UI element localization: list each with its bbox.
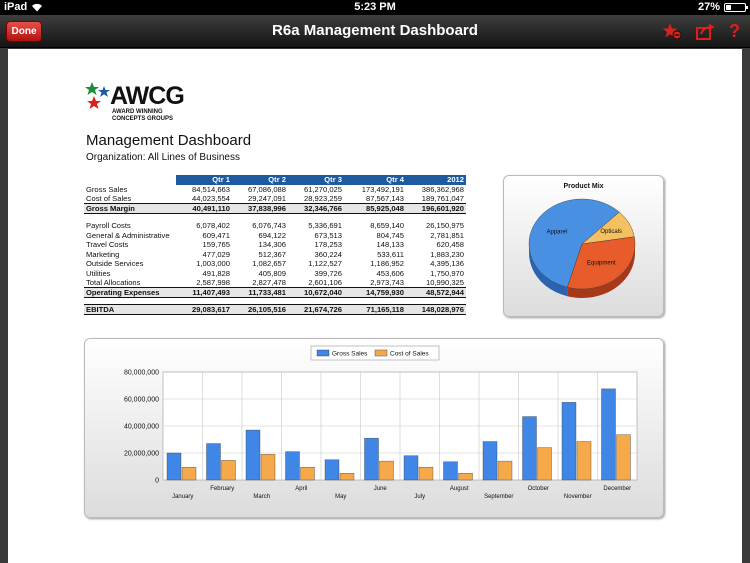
cell-value: 37,838,996	[232, 204, 288, 214]
bar	[380, 461, 394, 480]
cell-value: 178,253	[314, 240, 342, 250]
row-label: Travel Costs	[86, 240, 129, 250]
x-tick-label: February	[210, 486, 235, 492]
cell-value: 8,659,140	[370, 221, 404, 231]
pie-label: Opticals	[600, 229, 623, 236]
total-row	[84, 204, 466, 214]
report-page	[8, 49, 742, 563]
spacer-row	[84, 298, 466, 305]
cell-value: 405,809	[258, 269, 286, 279]
help-icon[interactable]: ?	[729, 21, 740, 41]
bar	[483, 442, 497, 480]
ebitda-row	[84, 305, 466, 315]
y-tick-label: 0	[155, 477, 159, 485]
cell-value: 2,781,851	[430, 230, 464, 240]
cell-value: 4,395,136	[430, 259, 464, 269]
column-header: 2012	[406, 175, 466, 185]
row-label: Marketing	[86, 249, 120, 259]
cell-value: 67,086,088	[247, 184, 286, 194]
cell-value: 533,611	[377, 249, 404, 259]
cell-value: 6,076,743	[252, 221, 286, 231]
battery-percent: 27%	[697, 1, 720, 13]
product-mix-chart	[503, 175, 664, 317]
x-tick-label: December	[603, 486, 632, 492]
battery-icon	[724, 3, 746, 12]
table-row	[84, 269, 466, 279]
cell-value: 2,601,106	[308, 278, 342, 288]
cell-value: 29,083,617	[176, 305, 232, 315]
column-header: Qtr 1	[176, 175, 232, 185]
y-tick-label: 20,000,000	[123, 450, 159, 458]
cell-value: 48,572,944	[406, 288, 466, 298]
cell-value: 61,270,025	[303, 184, 342, 194]
x-tick-label: April	[295, 486, 308, 492]
table-header-row	[84, 175, 466, 185]
cell-value: 2,973,743	[370, 278, 404, 288]
cell-value: 1,883,230	[430, 249, 464, 259]
cell-value: 40,491,110	[176, 204, 232, 214]
table-row	[84, 230, 466, 240]
cell-value: 512,367	[258, 249, 286, 259]
cell-value: 2,587,998	[196, 278, 230, 288]
cell-value: 1,122,527	[308, 259, 342, 269]
x-tick-label: May	[335, 494, 347, 500]
legend-swatch	[375, 350, 387, 356]
cell-value: 11,733,481	[232, 288, 288, 298]
row-label: EBITDA	[84, 305, 176, 315]
cell-value: 148,028,976	[406, 305, 466, 315]
cell-value: 29,247,091	[247, 194, 286, 204]
table-row	[84, 240, 466, 250]
row-label: Utilities	[86, 269, 111, 279]
row-label: Cost of Sales	[86, 194, 132, 204]
organization-label: Organization: All Lines of Business	[86, 152, 240, 163]
row-label: Total Allocations	[86, 278, 141, 288]
table-row	[84, 194, 466, 204]
cell-value: 5,336,691	[308, 221, 342, 231]
cell-value: 44,023,554	[191, 194, 230, 204]
table-row	[84, 250, 466, 260]
x-tick-label: June	[373, 486, 387, 492]
row-label: Payroll Costs	[86, 221, 131, 231]
cell-value: 173,492,191	[361, 184, 404, 194]
x-tick-label: July	[414, 494, 426, 500]
cell-value: 6,078,402	[196, 221, 230, 231]
column-header: Qtr 2	[232, 175, 288, 185]
bar	[617, 435, 631, 480]
cell-value: 694,122	[258, 230, 286, 240]
bar	[365, 438, 379, 480]
bar	[286, 452, 300, 480]
cell-value: 673,513	[314, 230, 342, 240]
logo-wordmark: AWCG	[110, 82, 184, 110]
cell-value: 159,765	[202, 240, 230, 250]
bar	[340, 473, 354, 480]
cell-value: 2,827,478	[252, 278, 286, 288]
bar	[207, 444, 221, 480]
financial-table	[84, 175, 466, 315]
nav-bar	[0, 15, 750, 48]
bar	[459, 473, 473, 480]
sales-bar-chart	[84, 338, 664, 518]
pie-label: Apparel	[546, 229, 568, 236]
table-row	[84, 259, 466, 269]
row-label: Gross Sales	[86, 184, 128, 194]
cell-value: 14,759,930	[344, 288, 406, 298]
legend-label: Cost of Sales	[390, 350, 429, 358]
bar	[222, 460, 236, 480]
total-row	[84, 288, 466, 298]
cell-value: 21,674,726	[288, 305, 344, 315]
cell-value: 26,105,516	[232, 305, 288, 315]
cell-value: 620,458	[436, 240, 464, 250]
bar	[419, 467, 433, 480]
cell-value: 477,029	[202, 249, 230, 259]
done-button[interactable]: Done	[6, 21, 42, 42]
cell-value: 1,186,952	[370, 259, 404, 269]
bar	[523, 417, 537, 480]
cell-value: 1,750,970	[430, 269, 464, 279]
cell-value: 26,150,975	[425, 221, 464, 231]
cell-value: 71,165,118	[344, 305, 406, 315]
bar	[404, 456, 418, 480]
bar	[325, 460, 339, 480]
report-title: Management Dashboard	[86, 132, 252, 149]
cell-value: 804,745	[376, 230, 404, 240]
row-label: Operating Expenses	[84, 288, 176, 298]
logo-subtitle: AWARD WINNING CONCEPTS GROUPS	[112, 109, 174, 122]
row-label: General & Administrative	[86, 230, 170, 240]
x-tick-label: August	[449, 486, 469, 492]
share-icon[interactable]	[696, 23, 715, 40]
device-label: iPad	[4, 1, 28, 13]
bar	[301, 467, 315, 480]
y-tick-label: 60,000,000	[123, 396, 159, 404]
pie-label: Equipment	[587, 260, 616, 267]
cell-value: 28,923,259	[303, 194, 342, 204]
company-logo	[84, 82, 214, 126]
y-tick-label: 80,000,000	[123, 369, 159, 377]
cell-value: 453,606	[376, 269, 404, 279]
bar	[498, 461, 512, 480]
column-header: Qtr 4	[344, 175, 406, 185]
bar	[602, 389, 616, 480]
cell-value: 609,471	[202, 230, 230, 240]
x-tick-label: January	[172, 494, 194, 500]
bar	[562, 402, 576, 480]
bar	[261, 454, 275, 480]
cell-value: 386,362,968	[421, 184, 464, 194]
legend-swatch	[317, 350, 329, 356]
cell-value: 11,407,493	[176, 288, 232, 298]
cell-value: 360,224	[314, 249, 342, 259]
table-row	[84, 185, 466, 195]
chart-title: Product Mix	[563, 183, 604, 190]
cell-value: 10,990,325	[425, 278, 464, 288]
cell-value: 134,306	[258, 240, 286, 250]
cell-value: 148,133	[376, 240, 404, 250]
chart-legend	[311, 346, 439, 360]
cell-value: 87,567,143	[365, 194, 404, 204]
column-header: Qtr 3	[288, 175, 344, 185]
x-tick-label: September	[484, 494, 514, 500]
cell-value: 85,925,048	[344, 204, 406, 214]
cell-value: 189,761,047	[421, 194, 464, 204]
cell-value: 1,082,657	[252, 259, 286, 269]
x-tick-label: March	[253, 494, 271, 500]
cell-value: 196,601,920	[406, 204, 466, 214]
bar	[246, 430, 260, 480]
pie-chart	[504, 176, 665, 318]
legend-label: Gross Sales	[332, 350, 368, 358]
x-tick-label: November	[563, 494, 592, 500]
y-tick-label: 40,000,000	[123, 423, 159, 431]
row-label: Gross Margin	[84, 204, 176, 214]
status-bar	[0, 0, 750, 15]
bar	[577, 442, 591, 480]
spacer-row	[84, 214, 466, 221]
cell-value: 84,514,663	[191, 184, 230, 194]
clock: 5:23 PM	[354, 1, 396, 13]
cell-value: 399,726	[314, 269, 342, 279]
bar-chart	[85, 339, 665, 519]
cell-value: 491,828	[202, 269, 230, 279]
favorite-remove-icon[interactable]	[662, 22, 682, 40]
cell-value: 10,672,040	[288, 288, 344, 298]
row-label: Outside Services	[86, 259, 144, 269]
cell-value: 32,346,766	[288, 204, 344, 214]
table-row	[84, 278, 466, 288]
bar	[538, 448, 552, 480]
x-tick-label: October	[527, 486, 549, 492]
bar	[167, 453, 181, 480]
bar	[444, 462, 458, 480]
nav-title: R6a Management Dashboard	[272, 22, 478, 39]
cell-value: 1,003,000	[196, 259, 230, 269]
bar	[182, 467, 196, 480]
table-row	[84, 221, 466, 231]
